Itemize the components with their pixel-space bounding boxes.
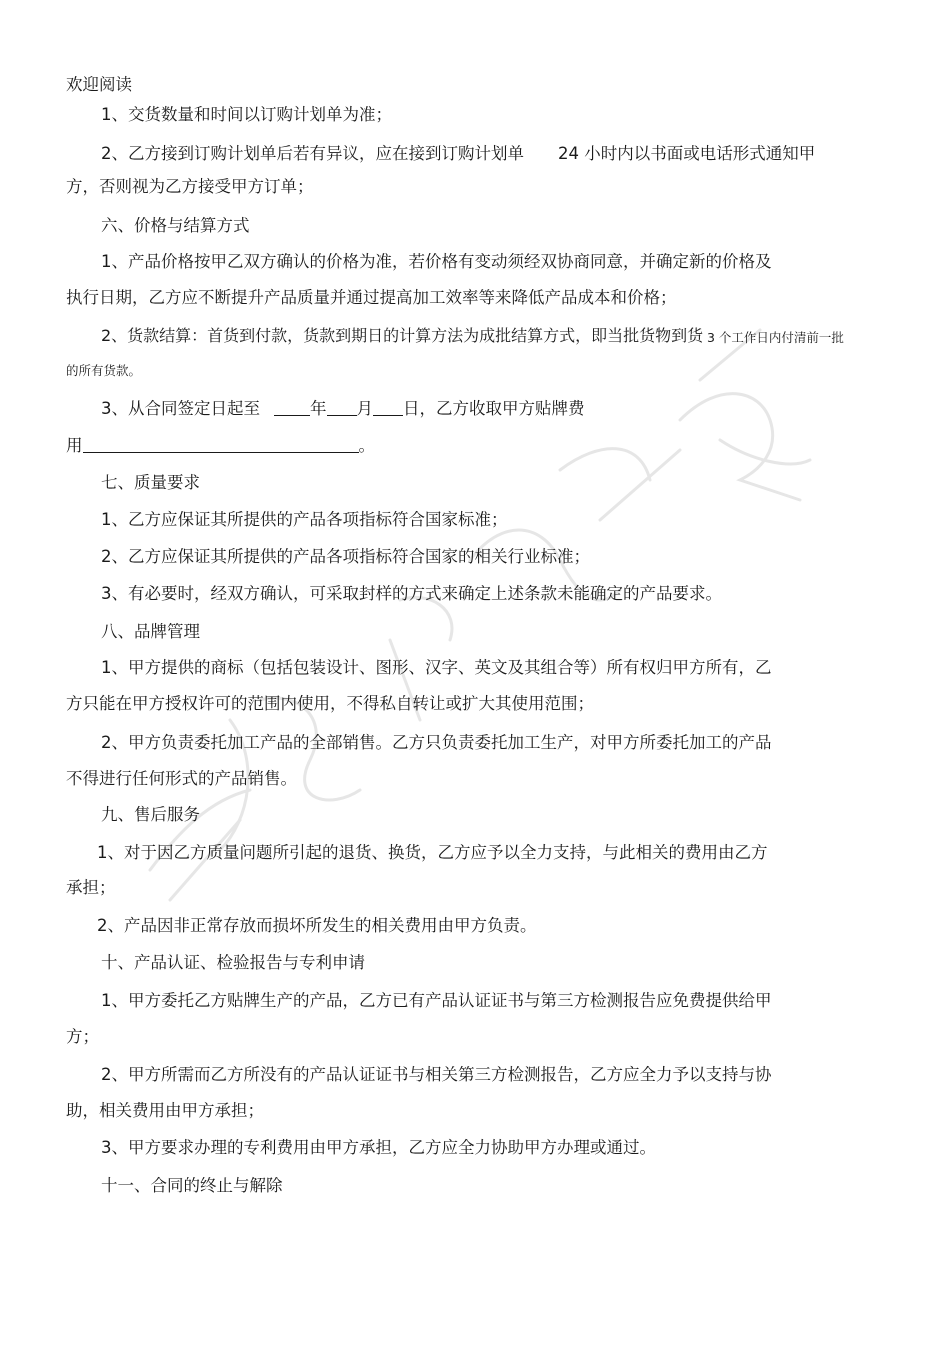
day-blank (373, 400, 403, 416)
clause-line (101, 143, 815, 165)
clause-text: 24 小时内以书面或电话形式通知甲 (558, 144, 816, 163)
clause-text: 2、乙方接到订购计划单后若有异议，应在接到订购计划单 (101, 144, 524, 163)
clause-line: 承担； (66, 878, 116, 897)
section-heading: 八、品牌管理 (101, 622, 200, 641)
fee-blank (83, 437, 359, 453)
clause-line: 1、交货数量和时间以订购计划单为准； (101, 105, 392, 124)
month-blank (327, 400, 357, 416)
section-heading: 十一、合同的终止与解除 (101, 1176, 283, 1195)
clause-line: 1、乙方应保证其所提供的产品各项指标符合国家标准； (101, 510, 508, 529)
clause-line: 2、乙方应保证其所提供的产品各项指标符合国家的相关行业标准； (101, 547, 590, 566)
clause-line: 方； (66, 1027, 99, 1046)
clause-line: 1、甲方提供的商标（包括包装设计、图形、汉字、英文及其组合等）所有权归甲方所有，乙 (101, 658, 772, 677)
header-title: 欢迎阅读 (66, 75, 132, 94)
clause-line: 2、甲方所需而乙方所没有的产品认证证书与相关第三方检测报告，乙方应全力予以支持与协 (101, 1065, 772, 1084)
clause-line: 助，相关费用由甲方承担； (66, 1101, 264, 1120)
section-heading: 六、价格与结算方式 (101, 216, 250, 235)
clause-line: 1、对于因乙方质量问题所引起的退货、换货，乙方应予以全力支持，与此相关的费用由乙方 (97, 843, 768, 862)
section-heading: 十、产品认证、检验报告与专利申请 (101, 953, 365, 972)
clause-line: 2、产品因非正常存放而损坏所发生的相关费用由甲方负责。 (97, 916, 537, 935)
clause-text: 。 (358, 436, 375, 455)
clause-line: 3、有必要时，经双方确认，可采取封样的方式来确定上述条款未能确定的产品要求。 (101, 584, 722, 603)
clause-text: 月 (356, 399, 373, 418)
clause-line: 方只能在甲方授权许可的范围内使用，不得私自转让或扩大其使用范围； (66, 694, 594, 713)
clause-text: 日，乙方收取甲方贴牌费 (403, 399, 585, 418)
section-heading: 九、售后服务 (101, 805, 200, 824)
clause-line: 方，否则视为乙方接受甲方订单； (66, 177, 314, 196)
clause-line (66, 435, 375, 457)
clause-line: 1、甲方委托乙方贴牌生产的产品，乙方已有产品认证证书与第三方检测报告应免费提供给甲 (101, 991, 772, 1010)
year-blank (274, 400, 310, 416)
section-heading: 七、质量要求 (101, 473, 200, 492)
clause-line (101, 327, 703, 346)
clause-text: 3、从合同签定日起至 (101, 399, 260, 418)
clause-text: 2、货款结算：首货到付款，货款到期日的计算方法为成批结算方式，即当批货物到货 (101, 326, 704, 345)
clause-line (101, 398, 585, 420)
clause-line: 执行日期，乙方应不断提升产品质量并通过提高加工效率等来降低产品成本和价格； (66, 288, 677, 307)
clause-line: 2、甲方负责委托加工产品的全部销售。乙方只负责委托加工生产，对甲方所委托加工的产品 (101, 733, 772, 752)
clause-line: 1、产品价格按甲乙双方确认的价格为准，若价格有变动须经双协商同意，并确定新的价格及 (101, 252, 772, 271)
clause-line: 3、甲方要求办理的专利费用由甲方承担，乙方应全力协助甲方办理或通过。 (101, 1138, 656, 1157)
clause-text: 年 (310, 399, 327, 418)
clause-text: 3 个工作日内付清前一批 (707, 330, 844, 345)
clause-line: 的所有货款。 (66, 363, 142, 378)
clause-text: 用 (66, 436, 83, 455)
clause-line: 不得进行任何形式的产品销售。 (66, 769, 297, 788)
